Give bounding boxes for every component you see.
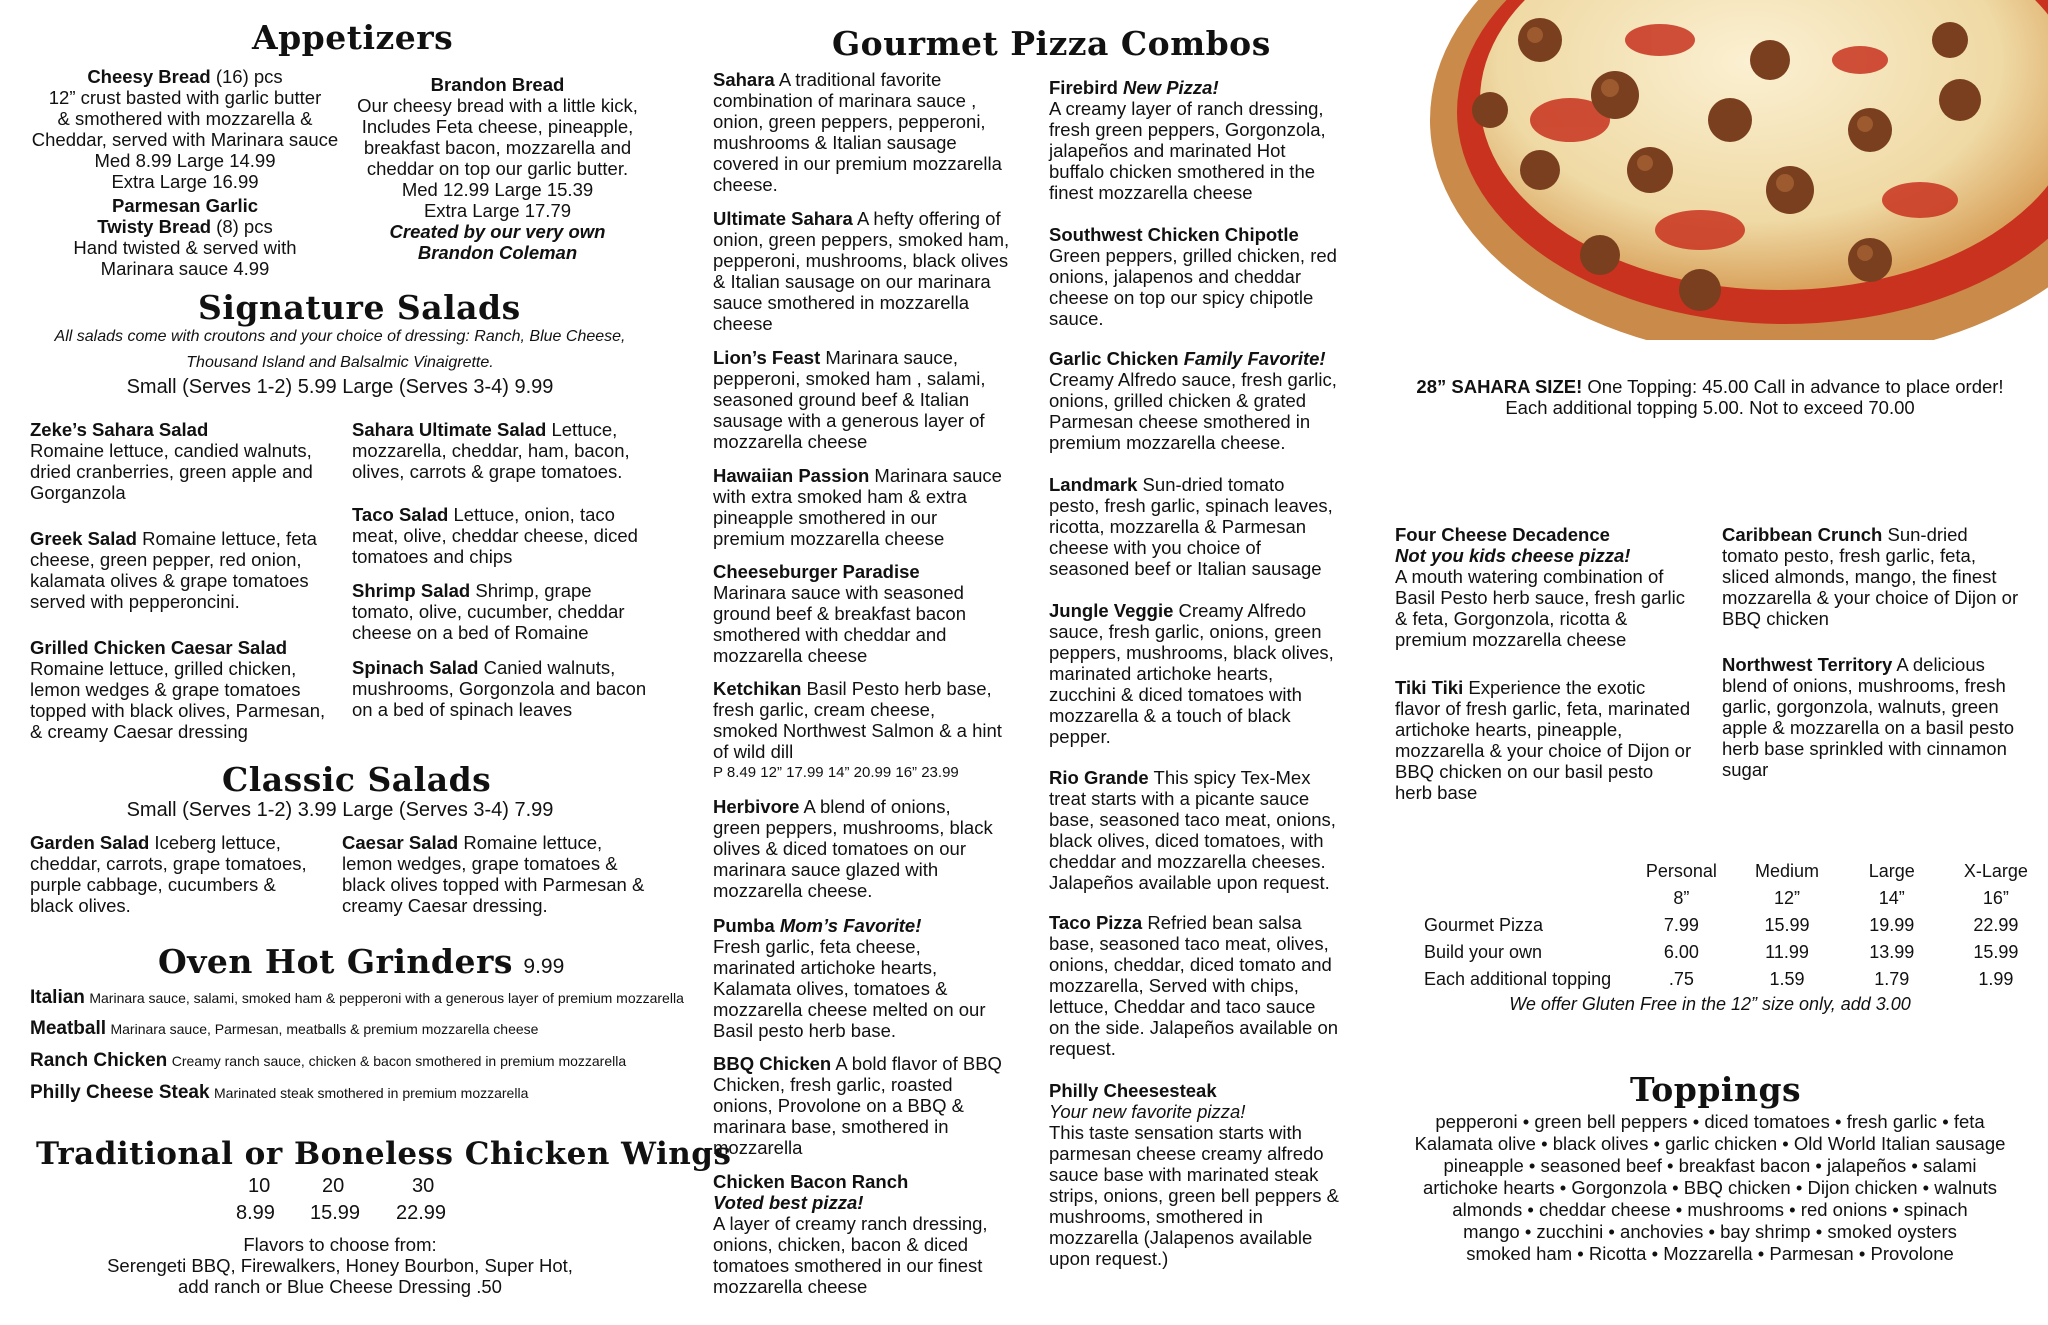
gluten-free-note: We offer Gluten Free in the 12” size only, add 3.00	[1509, 994, 1911, 1014]
price-cell: 15.99	[1973, 942, 2019, 962]
pizza-desc: Basil Pesto herb base, fresh garlic, cream cheese, smoked Northwest Salmon & a hint of wild dill	[713, 678, 1002, 762]
pizza-name: Garlic Chicken	[1049, 348, 1179, 369]
salad-name: Spinach Salad	[352, 657, 479, 678]
salad-item	[30, 832, 320, 916]
brandon-credit-2: Brandon Coleman	[417, 242, 578, 263]
pizza-combo-item	[1049, 348, 1339, 453]
salad-name: Zeke’s Sahara Salad	[30, 419, 209, 440]
salad-desc: Romaine lettuce, feta cheese, green pepper, red onion, kalamata olives & grape tomatoes served with pepperoncini.	[30, 528, 317, 612]
specialty-pizza-item	[1395, 677, 1695, 803]
salad-item	[30, 637, 330, 742]
grinder-name: Ranch Chicken	[30, 1050, 168, 1071]
wings-flavors-list: Serengeti BBQ, Firewalkers, Honey Bourbon, Super Hot,	[107, 1255, 573, 1276]
price-cell: 7.99	[1663, 915, 1699, 935]
wings-price: 8.99	[236, 1202, 275, 1224]
sahara-size-label: 28” SAHARA SIZE!	[1416, 376, 1583, 397]
table-row	[1420, 966, 2048, 993]
appetizers-heading: Appetizers	[252, 18, 454, 57]
salad-item	[352, 419, 652, 482]
salad-dressing-note	[20, 324, 660, 376]
pizza-desc: A delicious blend of onions, mushrooms, fresh garlic, gorgonzola, walnuts, green apple & mozzarella on a basil pesto herb base sprinkled with cinnamon sugar	[1722, 654, 2015, 780]
signature-salad-pricing: Small (Serves 1-2) 5.99 Large (Serves 3-4) 9.99	[126, 376, 554, 398]
parmesan-name-1: Parmesan Garlic	[111, 195, 259, 216]
brandon-desc-2: Includes Feta cheese, pineapple,	[361, 116, 634, 137]
pizza-desc: Experience the exotic flavor of fresh garlic, feta, marinated artichoke hearts, pineapple, mozzarella & your choice of Dijon or BBQ chicken on our basil pesto herb base	[1395, 677, 1692, 803]
pizza-combo-item	[713, 1171, 1003, 1297]
price-cell: 22.99	[1973, 915, 2019, 935]
pizza-desc: A hefty offering of onion, green peppers, smoked ham, pepperoni, mushrooms, black olives & Italian sausage on our marinara sauce smothered in mozzarella cheese	[713, 208, 1010, 334]
salad-item	[352, 580, 642, 643]
pizza-desc: Creamy Alfredo sauce, fresh garlic, onions, grilled chicken & grated Parmesan cheese smothered in premium mozzarella cheese.	[1049, 369, 1337, 453]
wings-price: 22.99	[396, 1202, 447, 1224]
salad-item	[352, 657, 652, 720]
toppings-line: pepperoni • green bell peppers • diced tomatoes • fresh garlic • feta	[1435, 1111, 1985, 1132]
size-inches: 16”	[1982, 888, 2009, 908]
pizza-combo-item	[1049, 912, 1339, 1059]
grinder-desc: Marinara sauce, Parmesan, meatballs & premium mozzarella cheese	[110, 1021, 539, 1037]
pizza-desc: Marinara sauce with extra smoked ham & extra pineapple smothered in our premium mozzarella cheese	[713, 465, 1002, 549]
wings-price: 15.99	[310, 1202, 361, 1224]
pizza-name: Tiki Tiki	[1395, 677, 1464, 698]
pizza-desc: A creamy layer of ranch dressing, fresh green peppers, Gorgonzola, jalapeños and marinated Hot buffalo chicken smothered in the finest mozzarella cheese	[1049, 98, 1326, 203]
pizza-name: Rio Grande	[1049, 767, 1149, 788]
row-label: Build your own	[1424, 942, 1543, 962]
pizza-price-table	[1420, 858, 2048, 993]
pizza-desc: Sun-dried tomato pesto, fresh garlic, feta, sliced almonds, mango, the finest mozzarella & your choice of Dijon or BBQ chicken	[1722, 524, 2019, 629]
cheesy-bread-price-2: Extra Large 16.99	[111, 171, 259, 192]
pizza-desc: Creamy Alfredo sauce, fresh garlic, onions, green peppers, mushrooms, black olives, marinated artichoke hearts, zucchini & diced tomatoes with mozzarella & a touch of black pepper.	[1049, 600, 1334, 747]
salad-desc: Shrimp, grape tomato, olive, cucumber, cheddar cheese on a bed of Romaine	[352, 580, 625, 643]
cheesy-bread-count: (16) pcs	[210, 66, 283, 87]
salad-desc: Lettuce, mozzarella, cheddar, ham, bacon, olives, carrots & grape tomatoes.	[352, 419, 630, 482]
salad-desc: Iceberg lettuce, cheddar, carrots, grape tomatoes, purple cabbage, cucumbers & black olives.	[30, 832, 307, 916]
pizza-desc: Marinara sauce with seasoned ground beef & breakfast bacon smothered with cheddar and mozzarella cheese	[713, 582, 967, 666]
size-header: X-Large	[1963, 861, 2028, 881]
pizza-tag: New Pizza!	[1117, 77, 1219, 98]
cheesy-bread-name: Cheesy Bread	[87, 66, 211, 87]
pizza-desc: A layer of creamy ranch dressing, onions, chicken, bacon & diced tomatoes smothered in our finest mozzarella cheese	[713, 1213, 988, 1297]
brandon-credit-1: Created by our very own	[389, 221, 606, 242]
gourmet-heading: Gourmet Pizza Combos	[832, 24, 1271, 63]
parmesan-name-2: Twisty Bread	[97, 216, 212, 237]
wings-flavors-label: Flavors to choose from:	[243, 1234, 437, 1255]
salad-desc: Canied walnuts, mushrooms, Gorgonzola and bacon on a bed of spinach leaves	[352, 657, 647, 720]
pizza-desc: This spicy Tex-Mex treat starts with a picante sauce base, seasoned taco meat, onions, black olives, diced tomatoes, with cheddar and mozzarella cheeses. Jalapeños available upon request.	[1049, 767, 1336, 893]
salad-name: Grilled Chicken Caesar Salad	[30, 637, 288, 658]
toppings-line: pineapple • seasoned beef • breakfast bacon • jalapeños • salami	[1443, 1155, 1977, 1176]
pizza-combo-item	[1049, 77, 1339, 203]
brandon-bread-name: Brandon Bread	[430, 74, 565, 95]
specialty-pizza-item	[1722, 654, 2022, 780]
pizza-combo-item	[713, 796, 1003, 901]
grinder-desc: Marinated steak smothered in premium mozzarella	[214, 1085, 529, 1101]
pizza-name: Lion’s Feast	[713, 347, 821, 368]
pizza-name: Herbivore	[713, 796, 800, 817]
size-header: Large	[1868, 861, 1915, 881]
salad-name: Greek Salad	[30, 528, 137, 549]
table-row	[1420, 939, 2048, 966]
pizza-combo-item	[1049, 474, 1339, 579]
size-header: Personal	[1645, 861, 1717, 881]
salad-item	[342, 832, 652, 916]
salad-note-line-2: Thousand Island and Balsalmic Vinaigrette.	[186, 354, 494, 371]
pizza-combo-item	[713, 915, 1003, 1041]
brandon-desc-3: breakfast bacon, mozzarella and	[363, 137, 632, 158]
brandon-price-1: Med 12.99 Large 15.39	[401, 179, 594, 200]
wings-addon: add ranch or Blue Cheese Dressing .50	[178, 1276, 502, 1297]
pizza-combo-item	[713, 1053, 1003, 1158]
grinders-heading-row	[158, 942, 564, 981]
salad-name: Shrimp Salad	[352, 580, 471, 601]
pizza-tag: Voted best pizza!	[713, 1192, 864, 1213]
pizza-name: Four Cheese Decadence	[1395, 524, 1610, 545]
pizza-combo-item	[713, 678, 1003, 783]
cheesy-bread-desc-2: & smothered with mozzarella &	[57, 108, 313, 129]
pizza-desc: This taste sensation starts with parmesan cheese creamy alfredo sauce base with marinated steak strips, onions, green bell peppers & mushrooms, smothered in mozzarella (Jalapenos available upon request.)	[1049, 1122, 1340, 1269]
pizza-name: Jungle Veggie	[1049, 600, 1174, 621]
sahara-size-note	[1380, 376, 2040, 418]
wings-count: 20	[322, 1175, 345, 1197]
grinders-heading: Oven Hot Grinders	[158, 942, 513, 981]
wings-count: 10	[248, 1175, 271, 1197]
salad-desc: Lettuce, onion, taco meat, olive, cheddar cheese, diced tomatoes and chips	[352, 504, 638, 567]
pizza-desc: A bold flavor of BBQ Chicken, fresh garlic, roasted onions, Provolone on a BBQ & marinara base, smothered in mozzarella	[713, 1053, 1002, 1158]
pizza-desc: Sun-dried tomato pesto, fresh garlic, spinach leaves, ricotta, mozzarella & Parmesan cheese with you choice of seasoned beef or Italian sausage	[1049, 474, 1333, 579]
pizza-combo-item	[713, 561, 1003, 666]
sahara-size-line-1: One Topping: 45.00 Call in advance to place order!	[1582, 376, 2004, 397]
pizza-name: Ketchikan	[713, 678, 802, 699]
price-cell: 1.59	[1769, 969, 1805, 989]
size-inches: 14”	[1878, 888, 1905, 908]
pizza-name: Northwest Territory	[1722, 654, 1893, 675]
salad-name: Caesar Salad	[342, 832, 459, 853]
sahara-size-line-2: Each additional topping 5.00. Not to exceed 70.00	[1505, 397, 1915, 418]
pizza-name: Taco Pizza	[1049, 912, 1143, 933]
cheesy-bread-desc-3: Cheddar, served with Marinara sauce	[31, 129, 339, 150]
toppings-line: Kalamata olive • black olives • garlic chicken • Old World Italian sausage	[1414, 1133, 2006, 1154]
signature-salads-heading: Signature Salads	[198, 288, 521, 327]
pizza-desc: A blend of onions, green peppers, mushrooms, black olives & diced tomatoes on our marinara sauce glazed with mozzarella cheese.	[713, 796, 993, 901]
toppings-line: mango • zucchini • anchovies • bay shrimp • smoked oysters	[1463, 1221, 1957, 1242]
cheesy-bread-item	[30, 66, 340, 192]
pizza-tag: Mom’s Favorite!	[774, 915, 922, 936]
pizza-tag: Family Favorite!	[1178, 348, 1326, 369]
row-label: Each additional topping	[1424, 969, 1612, 989]
salad-name: Taco Salad	[352, 504, 449, 525]
pizza-combo-item	[713, 465, 1003, 549]
price-cell: .75	[1668, 969, 1694, 989]
toppings-line: smoked ham • Ricotta • Mozzarella • Parmesan • Provolone	[1466, 1243, 1954, 1264]
grinder-item	[30, 1018, 538, 1040]
size-inches: 8”	[1673, 888, 1690, 908]
toppings-line: almonds • cheddar cheese • mushrooms • red onions • spinach	[1452, 1199, 1968, 1220]
price-cell: 19.99	[1869, 915, 1915, 935]
grinder-item	[30, 1082, 528, 1104]
pizza-illustration	[1400, 0, 2048, 360]
pizza-combo-item	[1049, 224, 1339, 329]
table-row	[1420, 912, 2048, 939]
salad-item	[30, 419, 320, 503]
grinder-desc: Creamy ranch sauce, chicken & bacon smothered in premium mozzarella	[171, 1053, 627, 1069]
pizza-name: Southwest Chicken Chipotle	[1049, 224, 1299, 245]
pizza-photo	[1400, 0, 2048, 360]
toppings-line: artichoke hearts • Gorgonzola • BBQ chicken • Dijon chicken • walnuts	[1423, 1177, 1997, 1198]
pizza-tag: Your new favorite pizza!	[1049, 1101, 1246, 1122]
specialty-pizza-item	[1722, 524, 2022, 629]
salad-desc: Romaine lettuce, grilled chicken, lemon wedges & grape tomatoes topped with black olives, Parmesan, & creamy Caesar dressing	[30, 658, 326, 742]
pizza-desc: A traditional favorite combination of marinara sauce , onion, green peppers, pepperoni, mushrooms & Italian sausage covered in our premium mozzarella cheese.	[713, 69, 1002, 195]
brandon-bread-item	[340, 74, 655, 263]
grinder-desc: Marinara sauce, salami, smoked ham & pepperoni with a generous layer of premium mozzarella	[89, 990, 684, 1006]
price-cell: 1.79	[1874, 969, 1910, 989]
price-table-size-row	[1420, 858, 2048, 885]
brandon-price-2: Extra Large 17.79	[423, 200, 572, 221]
parmesan-desc-2: Marinara sauce 4.99	[100, 258, 270, 279]
row-label: Gourmet Pizza	[1424, 915, 1544, 935]
pizza-name: Cheeseburger Paradise	[713, 561, 920, 582]
wings-heading: Traditional or Boneless Chicken Wings	[36, 1136, 732, 1172]
price-cell: 15.99	[1764, 915, 1810, 935]
salad-name: Sahara Ultimate Salad	[352, 419, 547, 440]
salad-desc: Romaine lettuce, candied walnuts, dried cranberries, green apple and Gorganzola	[30, 440, 313, 503]
ketchikan-prices: P 8.49 12” 17.99 14” 20.99 16” 23.99	[713, 764, 959, 781]
cheesy-bread-price-1: Med 8.99 Large 14.99	[94, 150, 276, 171]
parmesan-twisty-item	[30, 195, 340, 279]
pizza-desc: Marinara sauce, pepperoni, smoked ham , salami, seasoned ground beef & Italian sausage with a generous layer of mozzarella cheese	[713, 347, 986, 452]
pizza-tag: Not you kids cheese pizza!	[1395, 545, 1631, 566]
parmesan-desc-1: Hand twisted & served with	[73, 237, 297, 258]
pizza-combo-item	[713, 69, 1013, 195]
pizza-combo-item	[713, 208, 1013, 334]
grinder-name: Philly Cheese Steak	[30, 1082, 210, 1103]
toppings-heading: Toppings	[1630, 1070, 1802, 1109]
parmesan-count: (8) pcs	[211, 216, 273, 237]
toppings-list	[1400, 1111, 2020, 1265]
price-cell: 1.99	[1978, 969, 2014, 989]
brandon-desc-1: Our cheesy bread with a little kick,	[357, 95, 638, 116]
salad-desc: Romaine lettuce, lemon wedges, grape tomatoes & black olives topped with Parmesan & creamy Caesar dressing.	[342, 832, 645, 916]
cheesy-bread-desc-1: 12” crust basted with garlic butter	[48, 87, 322, 108]
pizza-combo-item	[1049, 600, 1339, 747]
specialty-pizza-item	[1395, 524, 1690, 650]
pizza-desc: Green peppers, grilled chicken, red onions, jalapenos and cheddar cheese on top our spicy chipotle sauce.	[1049, 245, 1337, 329]
pizza-name: Firebird	[1049, 77, 1118, 98]
pizza-desc: Refried bean salsa base, seasoned taco meat, olives, onions, cheddar, diced tomato and mozzarella, Served with chips, lettuce, Cheddar and taco sauce on the side. Jalapeños available on request.	[1049, 912, 1339, 1059]
price-cell: 6.00	[1663, 942, 1699, 962]
salad-item	[352, 504, 642, 567]
brandon-desc-4: cheddar on top our garlic butter.	[366, 158, 629, 179]
grinder-item	[30, 987, 684, 1009]
wings-flavors	[20, 1234, 660, 1297]
size-header: Medium	[1755, 861, 1820, 881]
pizza-desc: Fresh garlic, feta cheese, marinated artichoke hearts, Kalamata olives, tomatoes & mozzarella cheese melted on our Basil pesto herb base.	[713, 936, 986, 1041]
size-inches: 12”	[1774, 888, 1801, 908]
pizza-combo-item	[713, 347, 1003, 452]
salad-name: Garden Salad	[30, 832, 150, 853]
grinder-item	[30, 1050, 626, 1072]
salad-note-line-1: All salads come with croutons and your choice of dressing: Ranch, Blue Cheese,	[54, 328, 626, 345]
pizza-name: Hawaiian Passion	[713, 465, 870, 486]
pizza-combo-item	[1049, 1080, 1339, 1269]
price-cell: 13.99	[1869, 942, 1915, 962]
pizza-desc: A mouth watering combination of Basil Pesto herb sauce, fresh garlic & feta, Gorgonzola, ricotta & premium mozzarella cheese	[1395, 566, 1685, 650]
pizza-combo-item	[1049, 767, 1339, 893]
salad-item	[30, 528, 330, 612]
pizza-name: Chicken Bacon Ranch	[713, 1171, 909, 1192]
pizza-name: BBQ Chicken	[713, 1053, 832, 1074]
price-table-inch-row	[1420, 885, 2048, 912]
pizza-name: Pumba	[713, 915, 775, 936]
pizza-name: Landmark	[1049, 474, 1138, 495]
pizza-name: Philly Cheesesteak	[1049, 1080, 1217, 1101]
classic-salad-pricing: Small (Serves 1-2) 3.99 Large (Serves 3-4) 7.99	[126, 799, 554, 821]
pizza-name: Caribbean Crunch	[1722, 524, 1883, 545]
pizza-name: Ultimate Sahara	[713, 208, 853, 229]
wings-count: 30	[412, 1175, 435, 1197]
price-cell: 11.99	[1765, 942, 1809, 962]
grinders-price: 9.99	[523, 955, 565, 978]
grinder-name: Meatball	[30, 1018, 107, 1039]
grinder-name: Italian	[30, 987, 85, 1008]
pizza-name: Sahara	[713, 69, 775, 90]
classic-salads-heading: Classic Salads	[222, 760, 492, 799]
